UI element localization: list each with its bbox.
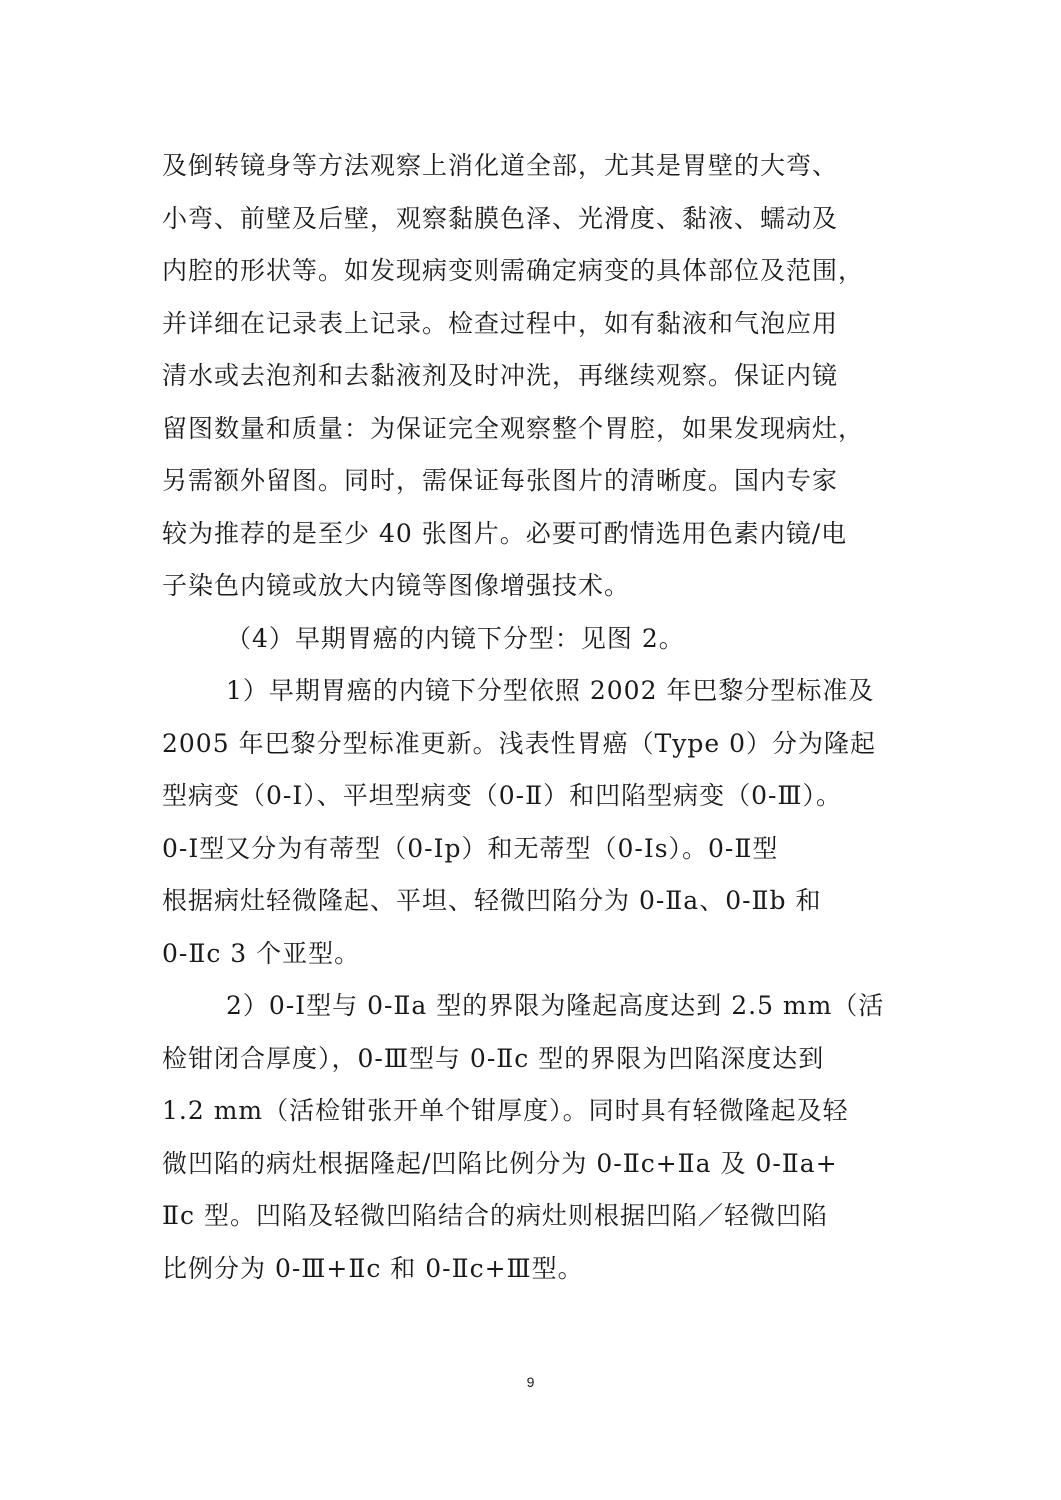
- page-number: 9: [526, 1374, 535, 1390]
- text-line: 子染色内镜或放大内镜等图像增强技术。: [162, 571, 631, 600]
- text-line: 0-Ⅱc 3 个亚型。: [162, 938, 361, 968]
- text-line: 较为推荐的是至少 40 张图片。必要可酌情选用色素内镜/电: [162, 518, 848, 548]
- text-line: Ⅱc 型。凹陷及轻微凹陷结合的病灶则根据凹陷／轻微凹陷: [162, 1201, 828, 1230]
- section-heading: （4）早期胃癌的内镜下分型：见图 2。: [226, 623, 685, 653]
- text-line: 1.2 mm（活检钳张开单个钳厚度）。同时具有轻微隆起及轻: [162, 1096, 849, 1125]
- text-line: 根据病灶轻微隆起、平坦、轻微凹陷分为 0-Ⅱa、0-Ⅱb 和: [162, 886, 822, 915]
- text-line: 清水或去泡剂和去黏液剂及时冲洗，再继续观察。保证内镜: [162, 361, 839, 390]
- text-line: 微凹陷的病灶根据隆起/凹陷比例分为 0-Ⅱc+Ⅱa 及 0-Ⅱa+: [162, 1148, 838, 1178]
- text-line: 内腔的形状等。如发现病变则需确定病变的具体部位及范围，: [162, 256, 865, 285]
- text-line: 及倒转镜身等方法观察上消化道全部，尤其是胃壁的大弯、: [162, 151, 839, 180]
- text-line: 另需额外留图。同时，需保证每张图片的清晰度。国内专家: [162, 466, 839, 495]
- text-line: 比例分为 0-Ⅲ+Ⅱc 和 0-Ⅱc+Ⅲ型。: [162, 1253, 584, 1283]
- text-line: 并详细在记录表上记录。检查过程中，如有黏液和气泡应用: [162, 308, 839, 338]
- paragraph-start: 1）早期胃癌的内镜下分型依照 2002 年巴黎分型标准及: [226, 676, 875, 705]
- text-line: 小弯、前壁及后壁，观察黏膜色泽、光滑度、黏液、蠕动及: [162, 203, 839, 233]
- body-text: [162, 140, 904, 1295]
- text-line: 0-Ⅰ型又分为有蒂型（0-Ⅰp）和无蒂型（0-Ⅰs）。0-Ⅱ型: [162, 833, 779, 863]
- paragraph-start: 2）0-Ⅰ型与 0-Ⅱa 型的界限为隆起高度达到 2.5 mm（活: [226, 991, 885, 1020]
- text-line: 检钳闭合厚度），0-Ⅲ型与 0-Ⅱc 型的界限为凹陷深度达到: [162, 1043, 825, 1073]
- text-line: 留图数量和质量：为保证完全观察整个胃腔，如果发现病灶，: [162, 413, 865, 443]
- text-line: 2005 年巴黎分型标准更新。浅表性胃癌（Type 0）分为隆起: [162, 728, 877, 758]
- text-line: 型病变（0-Ⅰ）、平坦型病变（0-Ⅱ）和凹陷型病变（0-Ⅲ）。: [162, 781, 843, 810]
